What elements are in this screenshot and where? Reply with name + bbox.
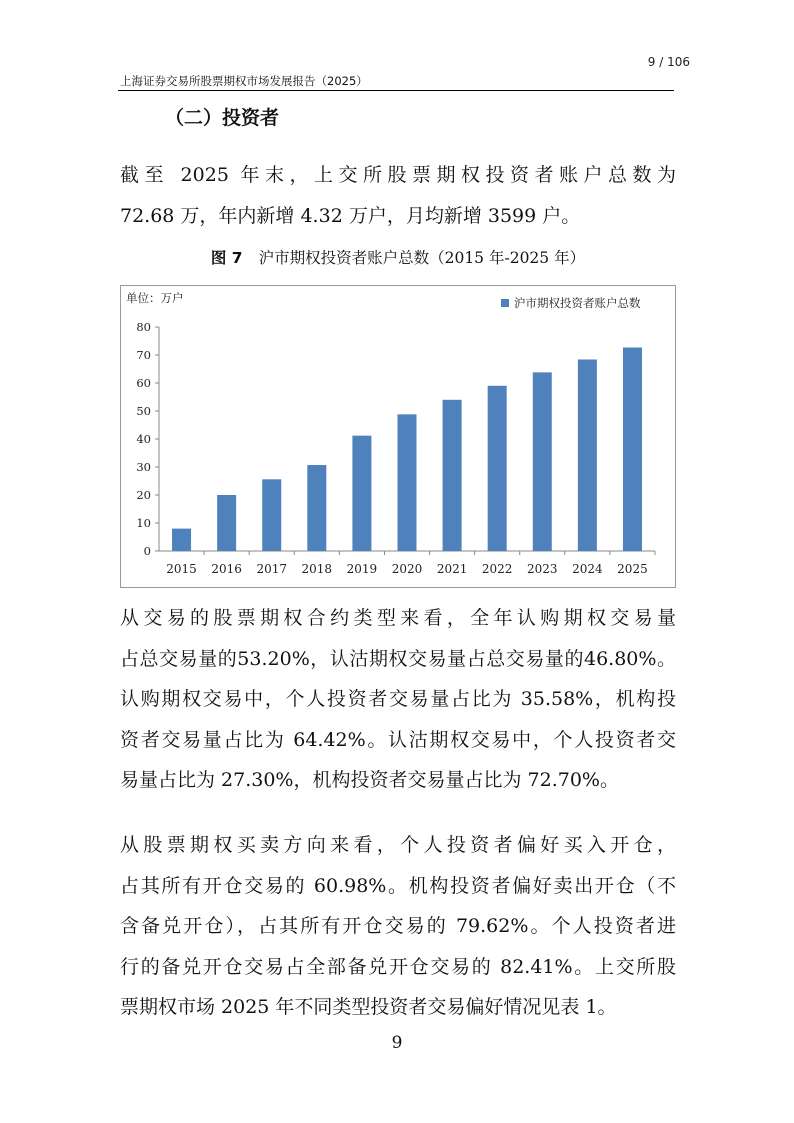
bar-2016: [217, 495, 236, 551]
x-tick-label: 2015: [166, 562, 197, 576]
y-tick-label: 60: [136, 376, 151, 390]
text-line: 72.68 万，年内新增 4.32 万户，月均新增 3599 户。: [120, 204, 581, 227]
x-axis-labels: [166, 551, 655, 576]
text-line: 含备兑开仓），占其所有开仓交易的 79.62%。个人投资者进: [120, 915, 676, 937]
paragraph-account-total: [120, 155, 676, 236]
text-line: 票期权市场 2025 年不同类型投资者交易偏好情况见表 1。: [120, 996, 617, 1018]
bar-2019: [352, 436, 371, 551]
y-tick-label: 80: [136, 320, 151, 334]
bar-2015: [172, 529, 191, 551]
paragraph-trade-direction: [120, 825, 676, 1028]
text-line: 占其所有开仓交易的 60.98%。机构投资者偏好卖出开仓（不: [120, 874, 676, 897]
figure-caption-text: 沪市期权投资者账户总数（2015 年-2025 年）: [258, 249, 586, 267]
chart-frame: [120, 285, 676, 588]
x-tick-label: 2018: [301, 562, 333, 576]
y-tick-label: 30: [136, 460, 151, 474]
bar-2020: [398, 414, 417, 551]
y-tick-label: 0: [143, 544, 151, 558]
paragraph-contract-type: [120, 598, 676, 801]
text-line: 行的备兑开仓交易占全部备兑开仓交易的 82.41%。上交所股: [120, 955, 676, 978]
text-line: 易量占比为 27.30%，机构投资者交易量占比为 72.70%。: [120, 769, 619, 791]
x-tick-label: 2025: [617, 562, 648, 576]
legend-swatch: [501, 299, 509, 307]
y-tick-label: 10: [136, 516, 151, 530]
bar-2021: [443, 400, 462, 551]
text-line: 从交易的股票期权合约类型来看，全年认购期权交易量: [120, 607, 676, 629]
bar-2025: [623, 347, 642, 551]
page-counter: 9 / 106: [647, 55, 690, 69]
x-tick-label: 2017: [256, 562, 288, 576]
text-line: 占总交易量的53.20%，认沽期权交易量占总交易量的46.80%。: [120, 647, 676, 670]
text-line: 资者交易量占比为 64.42%。认沽期权交易中，个人投资者交: [120, 728, 676, 751]
bar-series: [172, 347, 642, 551]
figure-number: 图 7: [210, 249, 243, 267]
x-tick-label: 2022: [481, 562, 513, 576]
text-line: 从股票期权买卖方向来看，个人投资者偏好买入开仓，: [120, 834, 676, 856]
y-tick-label: 40: [136, 432, 151, 446]
x-tick-label: 2020: [391, 562, 423, 576]
bar-2023: [533, 372, 552, 551]
bar-2018: [307, 465, 326, 551]
figure-caption: [120, 246, 676, 268]
y-tick-label: 20: [136, 488, 151, 502]
x-tick-label: 2019: [346, 562, 378, 576]
bar-2024: [578, 359, 597, 551]
text-line: 截至 2025 年末，上交所股票期权投资者账户总数为: [120, 164, 676, 186]
x-tick-label: 2023: [526, 562, 558, 576]
section-heading: （二）投资者: [165, 107, 280, 129]
y-axis-ticks: [136, 320, 159, 558]
y-tick-label: 50: [136, 404, 151, 418]
chart-unit-label: 单位：万户: [126, 291, 184, 305]
bar-2022: [488, 386, 507, 551]
x-tick-label: 2021: [436, 562, 468, 576]
running-header-title: 上海证券交易所股票期权市场发展报告（2025）: [120, 74, 368, 88]
bar-chart: [121, 286, 675, 587]
text-line: 认购期权交易中，个人投资者交易量占比为 35.58%，机构投: [120, 688, 676, 710]
bar-2017: [262, 479, 281, 551]
page-number: 9: [391, 1033, 403, 1053]
x-tick-label: 2016: [211, 562, 242, 576]
x-tick-label: 2024: [572, 562, 603, 576]
header-rule: [118, 90, 674, 91]
y-tick-label: 70: [136, 348, 151, 362]
legend-label: 沪市期权投资者账户总数: [514, 296, 641, 310]
